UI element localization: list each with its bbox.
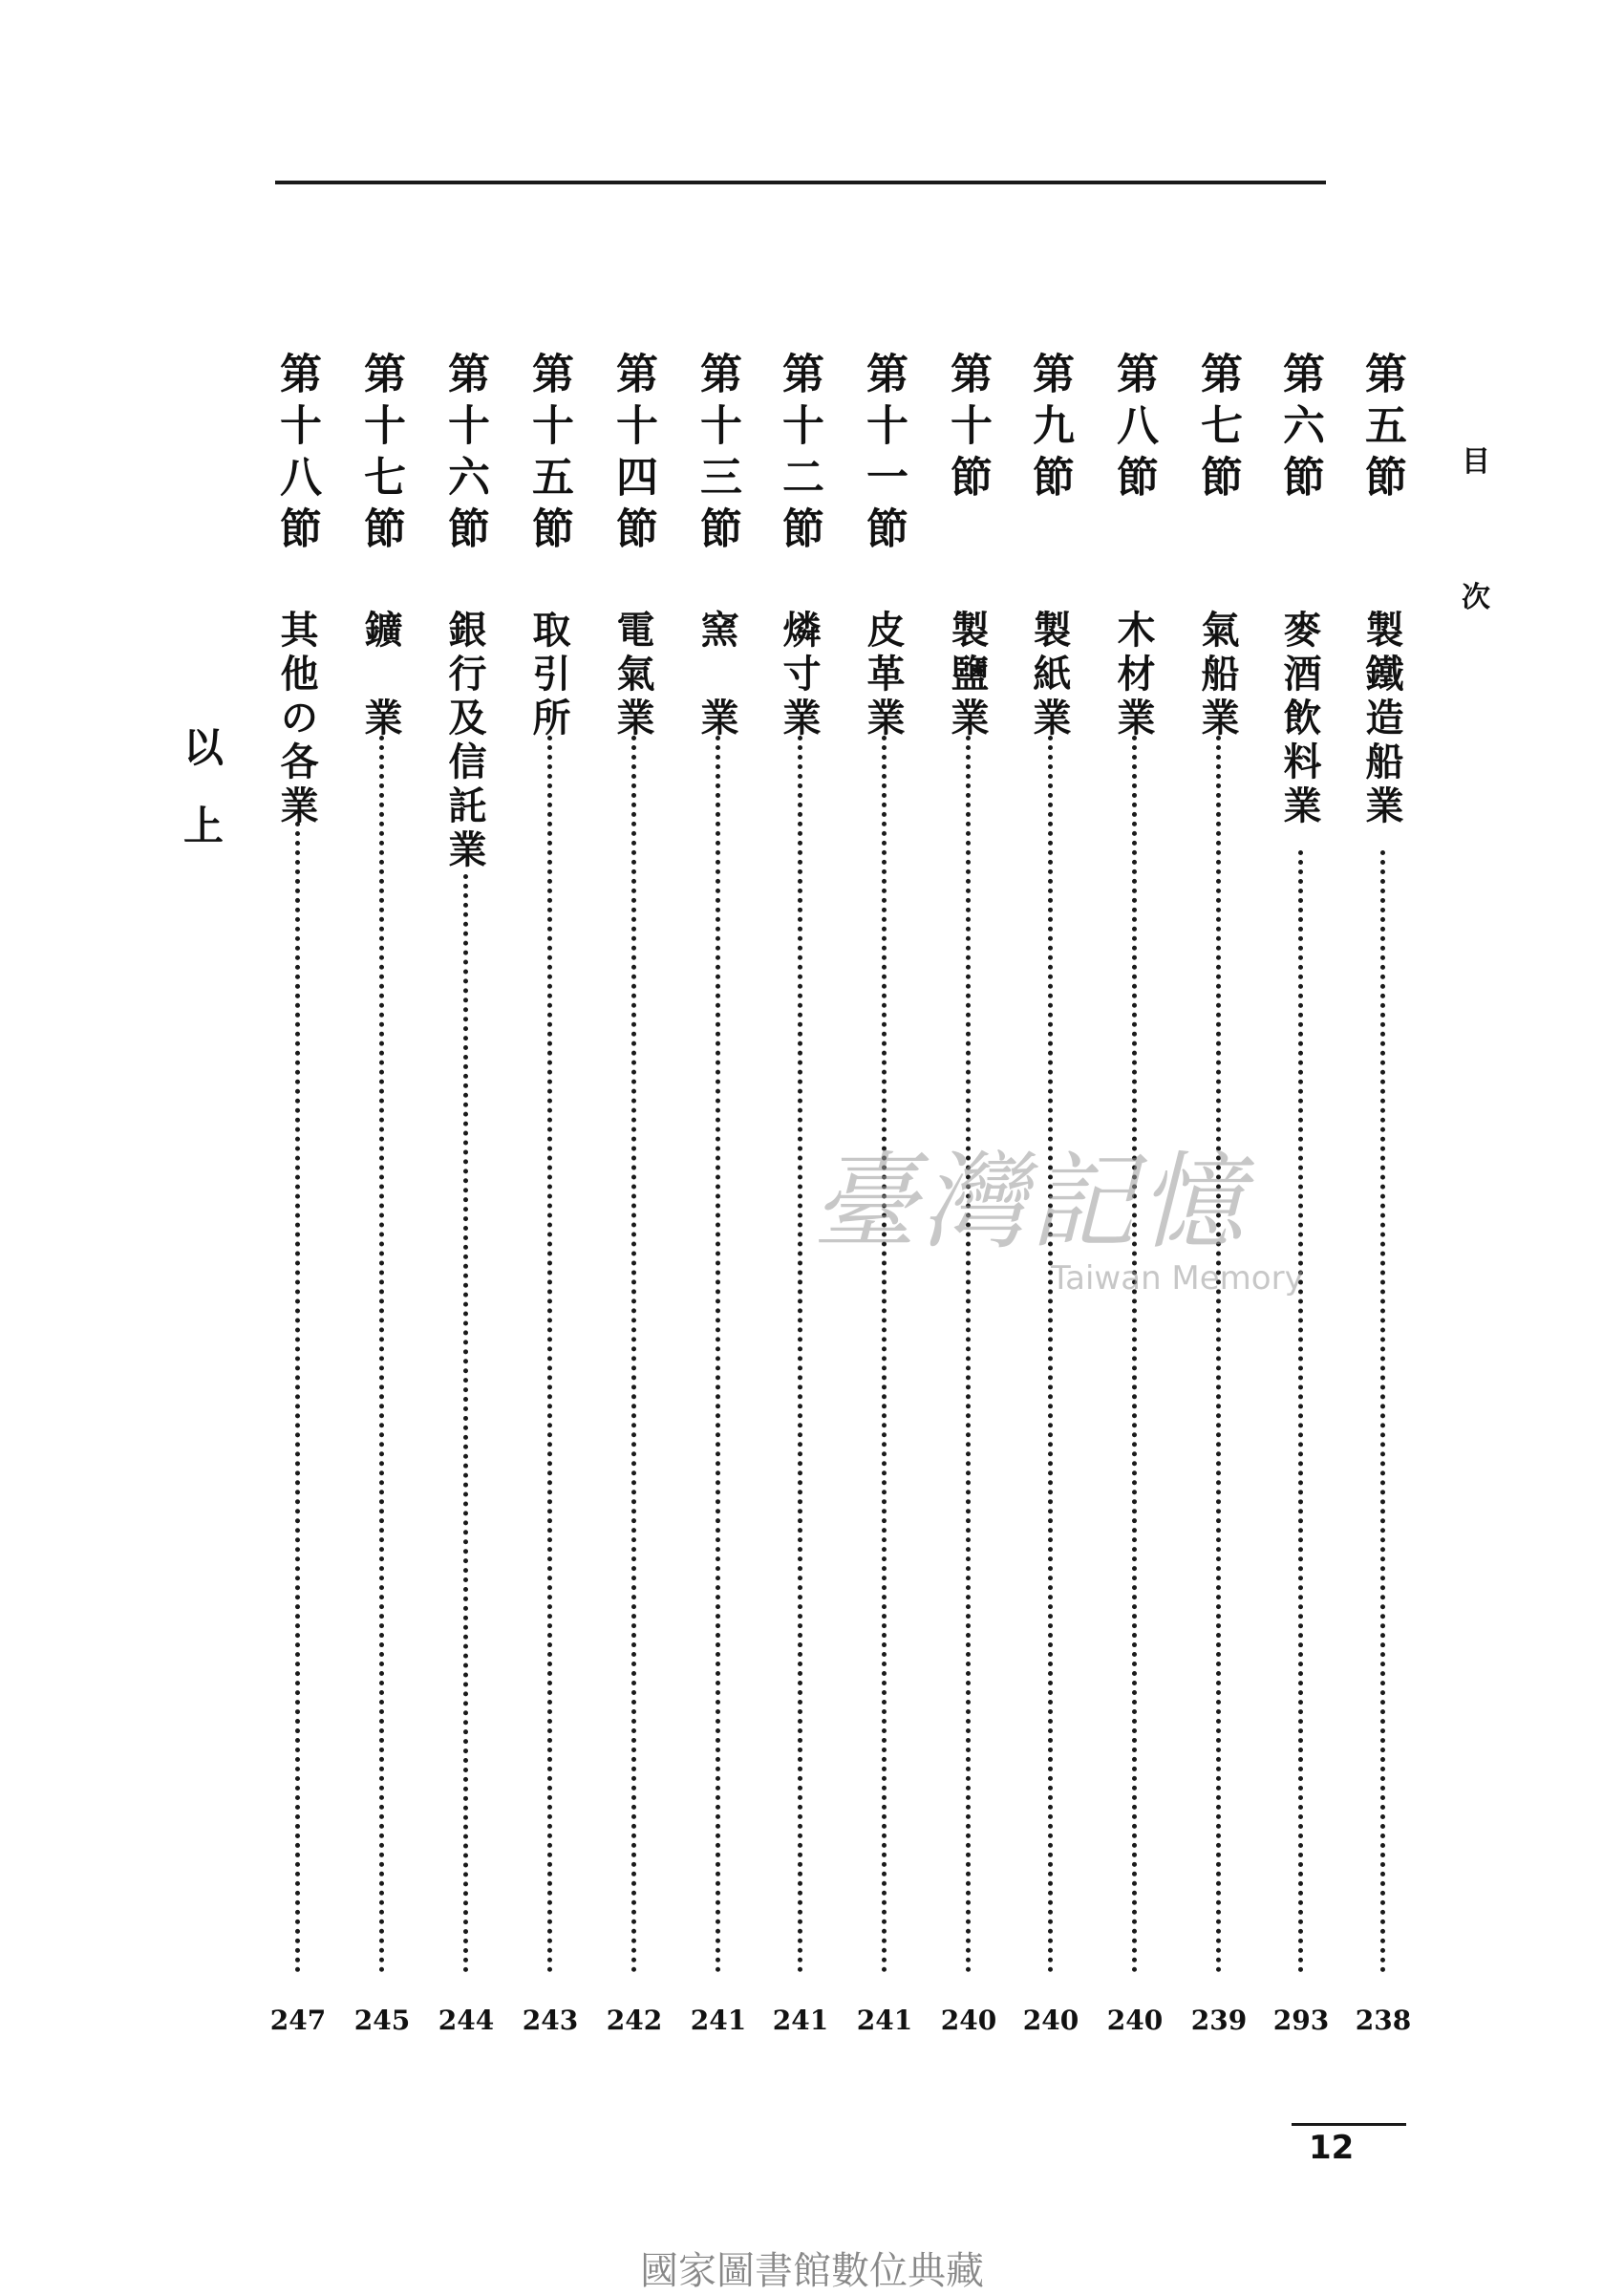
leader-13 [716,736,720,1973]
page-number: 12 [1309,2129,1355,2167]
title-15: 取引所 [526,610,571,741]
page-8: 240 [1106,2005,1164,2036]
title-6: 麥酒飲料業 [1277,610,1322,829]
section-no-17: 第十七節 [356,352,405,558]
leader-18 [295,822,300,1973]
leader-17 [379,736,384,1973]
section-no-12: 第十二節 [775,352,823,558]
page-11: 241 [856,2005,913,2036]
footer-archive-label: 國家圖書館數位典藏 [640,2249,984,2293]
title-13: 窯 業 [694,610,739,741]
section-no-11: 第十一節 [859,352,908,558]
leader-6 [1298,850,1303,1973]
section-no-9: 第九節 [1025,352,1074,506]
title-7: 氣船業 [1195,610,1240,741]
section-no-10: 第十節 [943,352,992,506]
leader-11 [882,736,887,1973]
page-16: 244 [438,2005,495,2036]
page-18: 247 [269,2005,327,2036]
watermark [812,1118,1304,1298]
page-14: 242 [606,2005,663,2036]
page-15: 243 [522,2005,579,2036]
title-14: 電氣業 [610,610,655,741]
ending-mark: 以上 [178,726,224,883]
page-number-rule [1292,2123,1406,2126]
section-no-16: 第十六節 [440,352,489,558]
section-no-14: 第十四節 [609,352,657,558]
page-12: 241 [772,2005,829,2036]
leader-7 [1216,736,1221,1973]
title-8: 木材業 [1111,610,1156,741]
title-18: 其他の各業 [274,610,319,829]
leader-15 [547,736,552,1973]
title-11: 皮革業 [861,610,906,741]
title-5: 製鐵造船業 [1359,610,1404,829]
leader-8 [1132,736,1137,1973]
page-5: 238 [1355,2005,1412,2036]
leader-16 [463,874,468,1973]
leader-14 [631,736,636,1973]
section-no-7: 第七節 [1193,352,1242,506]
top-rule [275,181,1326,184]
title-16: 銀行及信託業 [442,610,487,873]
section-no-18: 第十八節 [272,352,321,558]
leader-5 [1380,850,1385,1973]
leader-9 [1048,736,1053,1973]
watermark-en: Taiwan Memory [1051,1259,1304,1298]
section-no-8: 第八節 [1109,352,1158,506]
title-9: 製紙業 [1027,610,1072,741]
title-10: 製鹽業 [945,610,990,741]
page-6: 293 [1272,2005,1330,2036]
section-no-5: 第五節 [1357,352,1406,506]
leader-12 [798,736,802,1973]
section-no-6: 第六節 [1275,352,1324,506]
page-17: 245 [353,2005,411,2036]
title-12: 燐寸業 [777,610,822,741]
header-mu: 目 [1462,445,1490,479]
section-no-15: 第十五節 [524,352,573,558]
header-ci: 次 [1462,581,1490,614]
title-17: 鑛 業 [358,610,403,741]
watermark-cn: 臺灣記憶 [812,1141,1248,1263]
page-7: 239 [1190,2005,1248,2036]
page-13: 241 [690,2005,747,2036]
section-no-13: 第十三節 [693,352,741,558]
page-10: 240 [940,2005,997,2036]
leader-10 [966,736,971,1973]
page-9: 240 [1022,2005,1079,2036]
